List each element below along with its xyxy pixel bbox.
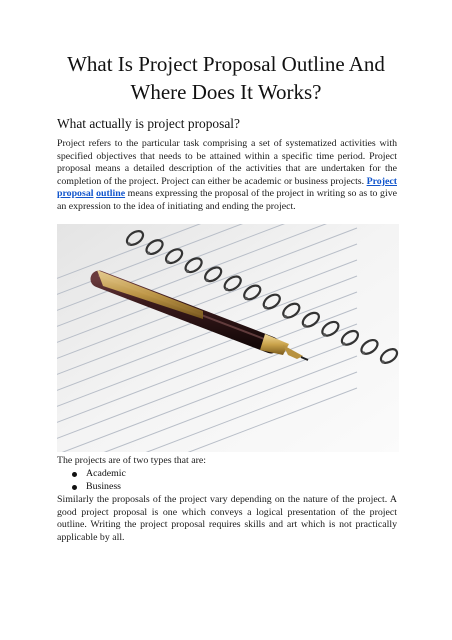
notebook-pen-photo	[57, 224, 399, 452]
title-line-2: Where Does It Works?	[130, 80, 322, 104]
binding-hole	[147, 251, 150, 254]
binding-hole	[284, 315, 287, 318]
binding-hole	[381, 360, 384, 363]
list-item: Business	[72, 481, 126, 494]
binding-hole	[245, 297, 248, 300]
binding-hole	[206, 279, 209, 282]
intro-paragraph	[57, 138, 397, 214]
closing-paragraph: Similarly the proposals of the project vary depending on the nature of the project. A good project proposal is one which conveys a logical presentation of the project outline. Writing the project proposal requires skills and art which is not practically applicable by all.	[57, 494, 397, 543]
types-intro: The projects are of two types that are:	[57, 455, 206, 466]
binding-hole	[186, 270, 189, 273]
page-title	[40, 50, 412, 106]
intro-text: Project refers to the particular task comprising a set of systematized activities with specified objectives that needs to be attained within a specific time period. Project proposal means a detailed description of the activities that are undertaken for the completion of the project. Project can either be academic or business projects.	[57, 138, 397, 187]
binding-hole	[166, 261, 169, 264]
notebook-pen-illustration	[57, 224, 399, 452]
binding-hole	[264, 306, 267, 309]
binding-hole	[342, 342, 345, 345]
paper-background	[57, 224, 399, 452]
binding-hole	[225, 288, 228, 291]
binding-hole	[323, 333, 326, 336]
binding-hole	[362, 351, 365, 354]
section-heading: What actually is project proposal?	[57, 116, 240, 131]
intro-text-end: means expressing the proposal of the project in writing so as to give an expression to the idea of initiating and ending the project.	[57, 188, 398, 212]
types-list	[72, 468, 126, 493]
binding-hole	[303, 324, 306, 327]
link-proposal[interactable]: proposal	[57, 188, 94, 200]
link-outline[interactable]: outline	[96, 188, 126, 200]
list-item: Academic	[72, 468, 126, 481]
link-project[interactable]: Project	[366, 175, 397, 187]
binding-hole	[127, 242, 130, 245]
title-line-1: What Is Project Proposal Outline And	[67, 52, 385, 76]
